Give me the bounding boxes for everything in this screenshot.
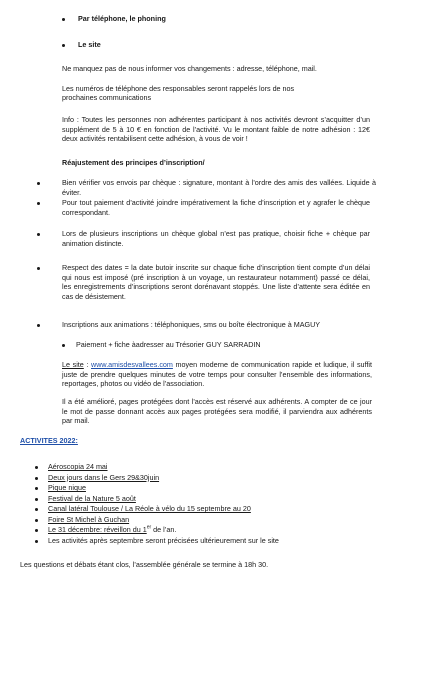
rule-inscriptions: Inscriptions aux animations : téléphoniques, sms ou boîte électronique à MAGUY (62, 320, 321, 329)
list-item (34, 483, 279, 494)
activite-label: Canal latéral Toulouse / La Réole à vélo du 15 septembre au 20 (48, 504, 251, 513)
rule-cheque: Bien vérifier vos envois par chèque : signature, montant à l’ordre des amis des vallées. Liquide à éviter. (62, 178, 376, 197)
bullet-phone: Par téléphone, le phoning (78, 14, 166, 23)
phones-note-line1: Les numéros de téléphone des responsables seront rappelés lors de nos (62, 84, 295, 93)
closing-line: Les questions et débats étant clos, l’assemblée générale se termine à 18h 30. (20, 560, 269, 569)
activite-label: Aéroscopia 24 mai (48, 462, 108, 471)
activite-label: Festival de la Nature 5 août (48, 493, 136, 503)
bullet-dot (62, 44, 65, 47)
site-paragraph (62, 360, 372, 389)
rule-payment: Pour tout paiement d’activité joindre impérativement la fiche d’inscription et y agrafer le chèque correspondant. (62, 198, 370, 217)
list-item (34, 494, 279, 505)
activite-label: Pique nique (48, 483, 86, 492)
list-item (34, 473, 279, 484)
site-text: moyen moderne de communication rapide et ludique, il suffit juste de prendre quelques minutes de votre temps pour consulter l’ensemble des informations, reportages, photos ou vidéo de l’association. (62, 360, 373, 389)
reveillon-sup: er (146, 524, 152, 531)
activite-label: Les activités après septembre seront précisées ultérieurement sur le site (48, 535, 279, 545)
rule-bullet (37, 267, 40, 270)
list-item (34, 462, 279, 473)
site-label: Le site (62, 360, 84, 369)
phones-note-line2: prochaines communications (62, 93, 152, 102)
bullet-site: Le site (78, 40, 101, 49)
rule-bullet (37, 182, 40, 185)
rule-bullet (37, 202, 40, 205)
reveillon-tail: de l’an. (151, 525, 177, 534)
info-paragraph: Info : Toutes les personnes non adhérentes participant à nos activités devront s’acquitter d’un supplément de 5 à 10 € en fonction de l’activité. Vu le montant faible de notre adhésion : 12€ deux activités rentabilisent cette adhésion, à vous de voir ! (62, 115, 370, 144)
list-item (34, 525, 279, 536)
section-title: Réajustement des principes d’inscription/ (62, 158, 205, 167)
list-item (34, 536, 279, 547)
activite-label: Foire St Michel à Guchan (48, 514, 130, 524)
list-item (34, 504, 279, 515)
info-changes-line: Ne manquez pas de nous informer vos changements : adresse, téléphone, mail. (62, 64, 317, 73)
rule-bullet (37, 233, 40, 236)
activites-list (34, 462, 279, 546)
site-paragraph-2: Il a été amélioré, pages protégées dont l’accès est réservé aux adhérents. A compter de ce jour le mot de passe donnant accès aux pages protégées sera modifié, il parviendra aux adhérents par mail. (62, 397, 372, 426)
bullet-dot (62, 18, 65, 21)
activite-label: Deux jours dans le Gers 29&30juin (48, 472, 160, 482)
rule-bullet (62, 344, 65, 347)
rule-multiple: Lors de plusieurs inscriptions un chèque global n’est pas pratique, choisir fiche + chèque par animation distincte. (62, 229, 370, 248)
rule-tresorier: Paiement + fiche àadresser au Trésorier GUY SARRADIN (76, 340, 261, 349)
list-item (34, 515, 279, 526)
rule-dates: Respect des dates = la date butoir inscrite sur chaque fiche d’inscription tient compte d’un délai qui nous est imposé (pré inscription à un voyage, un restaurateur notamment) passé ce délai, les enregistrements d’inscriptions seront dorénavant stoppés. Une liste d’attente sera éditée en cas de désistement. (62, 263, 370, 301)
activites-title: ACTIVITES 2022: (20, 436, 78, 445)
site-url-link[interactable]: www.amisdesvallees.com (91, 360, 173, 369)
site-sep: : (83, 360, 92, 369)
activite-label: Le 31 décembre: réveillon du 1 (48, 525, 147, 534)
rule-bullet (37, 324, 40, 327)
